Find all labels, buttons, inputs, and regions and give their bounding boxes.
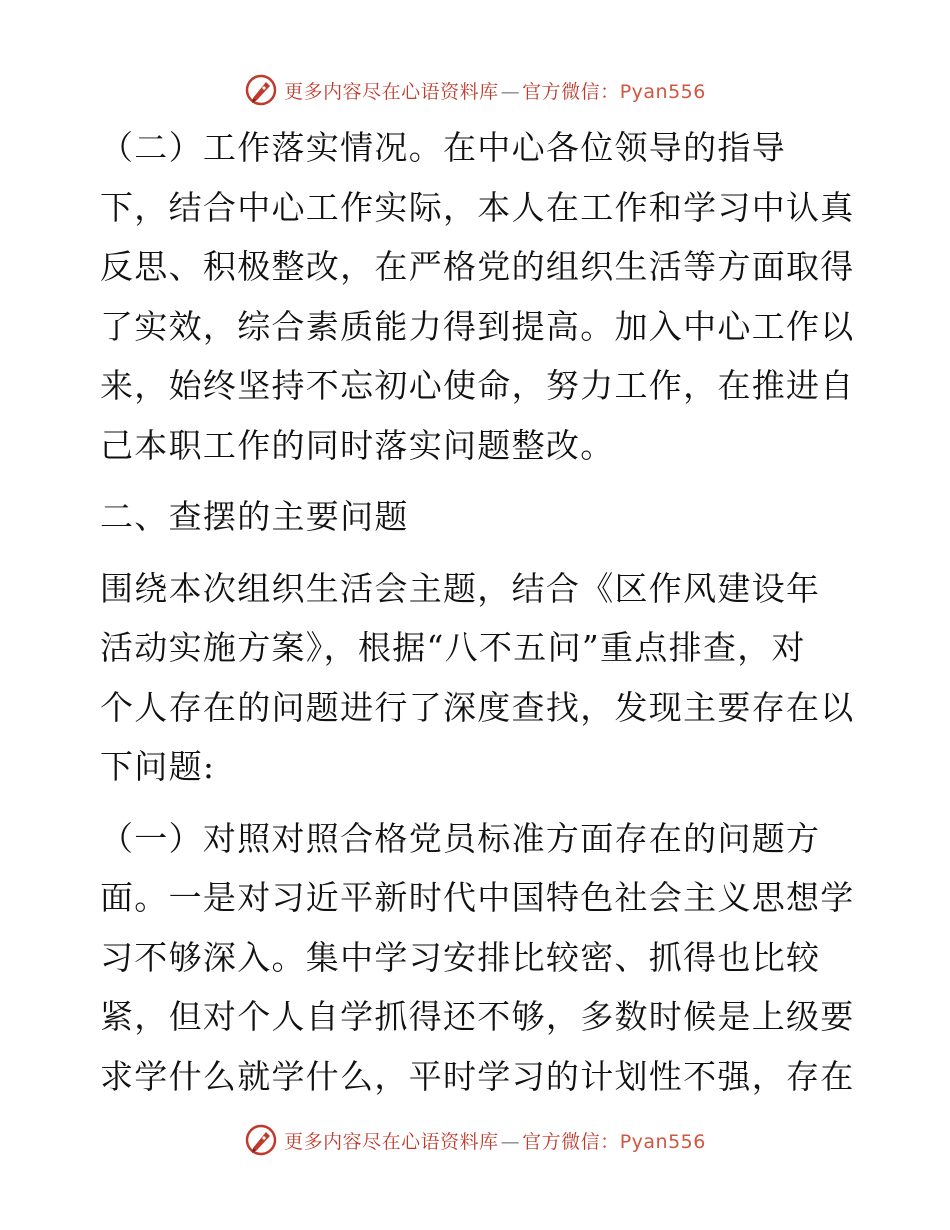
text-line: 来，始终坚持不忘初心使命，努力工作，在推进自 [100,366,855,405]
text-line: 反思、积极整改，在严格党的组织生活等方面取得 [100,247,855,286]
text-line: 活动实施方案》，根据“八不五问”重点排查，对 [100,628,806,667]
watermark-handle: Pyan556 [619,80,706,103]
text-line: 下问题: [100,747,216,786]
section-heading: 二、查摆的主要问题 [100,497,409,536]
text-line: 面。一是对习近平新时代中国特色社会主义思想学 [100,878,855,917]
paragraph-problem-intro [100,559,860,797]
paragraph-party-member-standard [100,809,860,1107]
watermark-handle: Pyan556 [619,1130,706,1153]
text-line: 下，结合中心工作实际，本人在工作和学习中认真 [100,187,855,227]
watermark-dash: — [500,80,521,103]
header-watermark [0,70,950,110]
text-line: 了实效，综合素质能力得到提高。加入中心工作以 [100,306,855,346]
watermark-dash: — [500,1130,521,1153]
text-line: 求学什么就学什么，平时学习的计划性不强，存在 [100,1056,855,1096]
text-line: （二）工作落实情况。在中心各位领导的指导 [100,128,786,167]
watermark-site-text: 更多内容尽在心语资料库 [284,80,499,103]
text-line: 个人存在的问题进行了深度查找，发现主要存在以 [100,687,855,727]
watermark-wechat-label: 官方微信： [522,80,620,103]
watermark-site-text: 更多内容尽在心语资料库 [284,1130,499,1153]
pen-nib-logo-icon [244,1123,278,1157]
text-line: 习不够深入。集中学习安排比较密、抓得也比较 [100,937,821,977]
text-line: 紧，但对个人自学抓得还不够，多数时候是上级要 [100,997,855,1036]
text-line: 围绕本次组织生活会主题，结合《区作风建设年 [100,568,821,608]
text-line: （一）对照对照合格党员标准方面存在的问题方 [100,818,821,858]
text-line: 己本职工作的同时落实问题整改。 [100,425,615,465]
footer-watermark [0,1120,950,1160]
document-body [100,118,860,1106]
paragraph-work-implementation [100,118,860,475]
watermark-wechat-label: 官方微信： [522,1130,620,1153]
pen-nib-logo-icon [244,73,278,107]
